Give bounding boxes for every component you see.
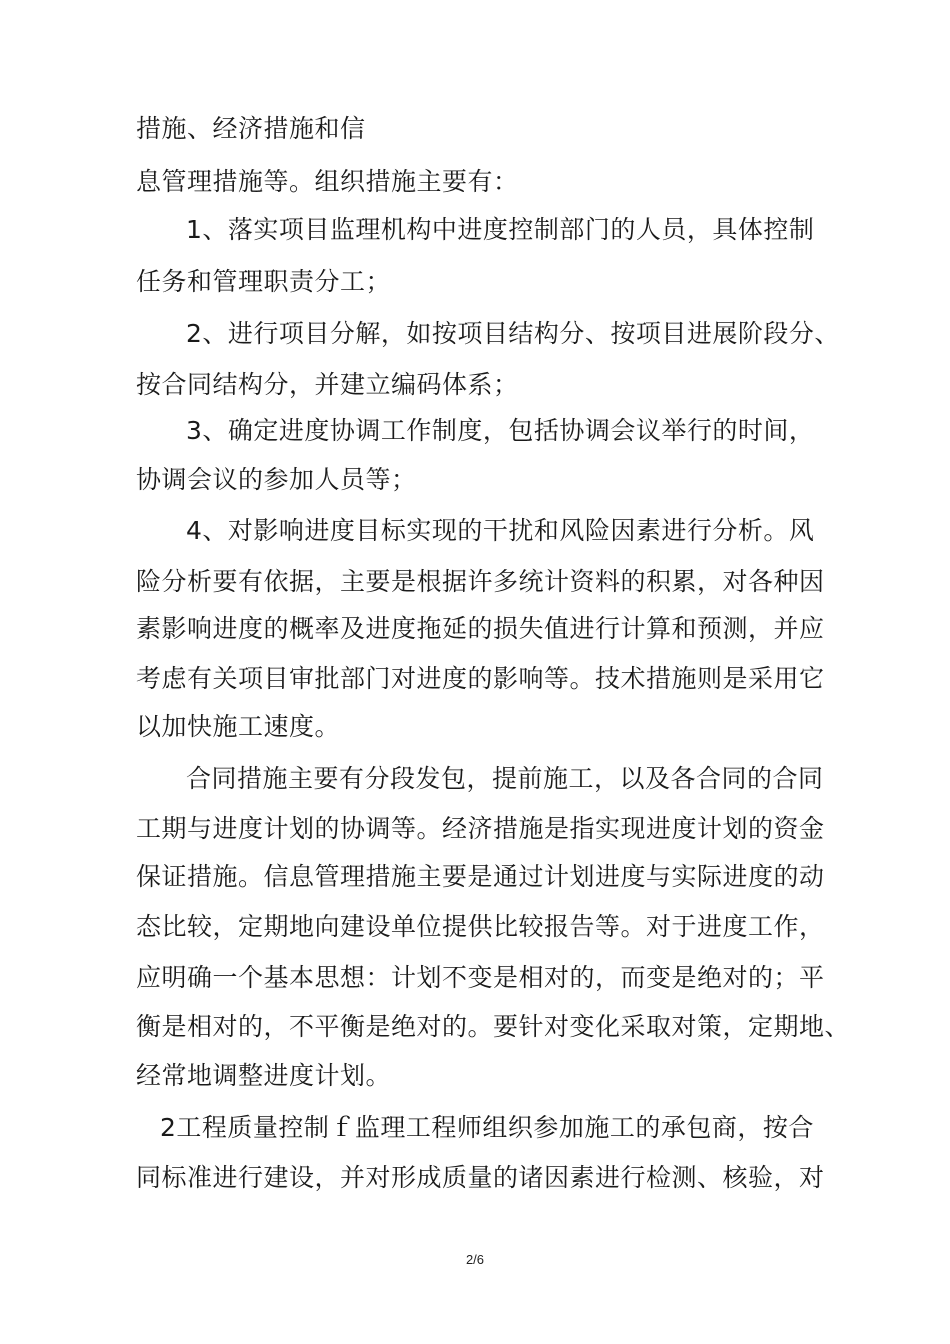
text-line: 任务和管理职责分工；	[136, 267, 392, 296]
text-line: 考虑有关项目审批部门对进度的影响等。技术措施则是采用它	[136, 664, 825, 693]
section-heading-line: 2工程质量控制ｆ监理工程师组织参加施工的承包商，按合	[160, 1113, 814, 1142]
text-line: 保证措施。信息管理措施主要是通过计划进度与实际进度的动	[136, 862, 825, 891]
text-line: 同标准进行建设，并对形成质量的诸因素进行检测、核验，对	[136, 1163, 825, 1192]
text-line: 应明确一个基本思想：计划不变是相对的，而变是绝对的；平	[136, 963, 825, 992]
text-line: 险分析要有依据，主要是根据许多统计资料的积累，对各种因	[136, 567, 825, 596]
paragraph-start: 合同措施主要有分段发包，提前施工，以及各合同的合同	[186, 764, 824, 793]
text-line: 以加快施工速度。	[136, 712, 341, 741]
list-item-1: 1、落实项目监理机构中进度控制部门的人员，具体控制	[186, 215, 815, 244]
list-item-2: 2、进行项目分解，如按项目结构分、按项目进展阶段分、	[186, 319, 840, 348]
text-line: 态比较，定期地向建设单位提供比较报告等。对于进度工作，	[136, 912, 825, 941]
text-line: 协调会议的参加人员等；	[136, 465, 417, 494]
text-line: 措施、经济措施和信	[136, 114, 366, 143]
page-number: 2/6	[465, 1252, 485, 1267]
list-item-3: 3、确定进度协调工作制度，包括协调会议举行的时间，	[186, 416, 815, 445]
text-line: 息管理措施等。组织措施主要有：	[136, 167, 519, 196]
text-line: 经常地调整进度计划。	[136, 1061, 392, 1090]
text-line: 素影响进度的概率及进度拖延的损失值进行计算和预测，并应	[136, 614, 825, 643]
text-line: 衡是相对的，不平衡是绝对的。要针对变化采取对策，定期地、	[136, 1012, 851, 1041]
list-item-4: 4、对影响进度目标实现的干扰和风险因素进行分析。风	[186, 516, 815, 545]
text-line: 按合同结构分，并建立编码体系；	[136, 370, 519, 399]
text-line: 工期与进度计划的协调等。经济措施是指实现进度计划的资金	[136, 814, 825, 843]
